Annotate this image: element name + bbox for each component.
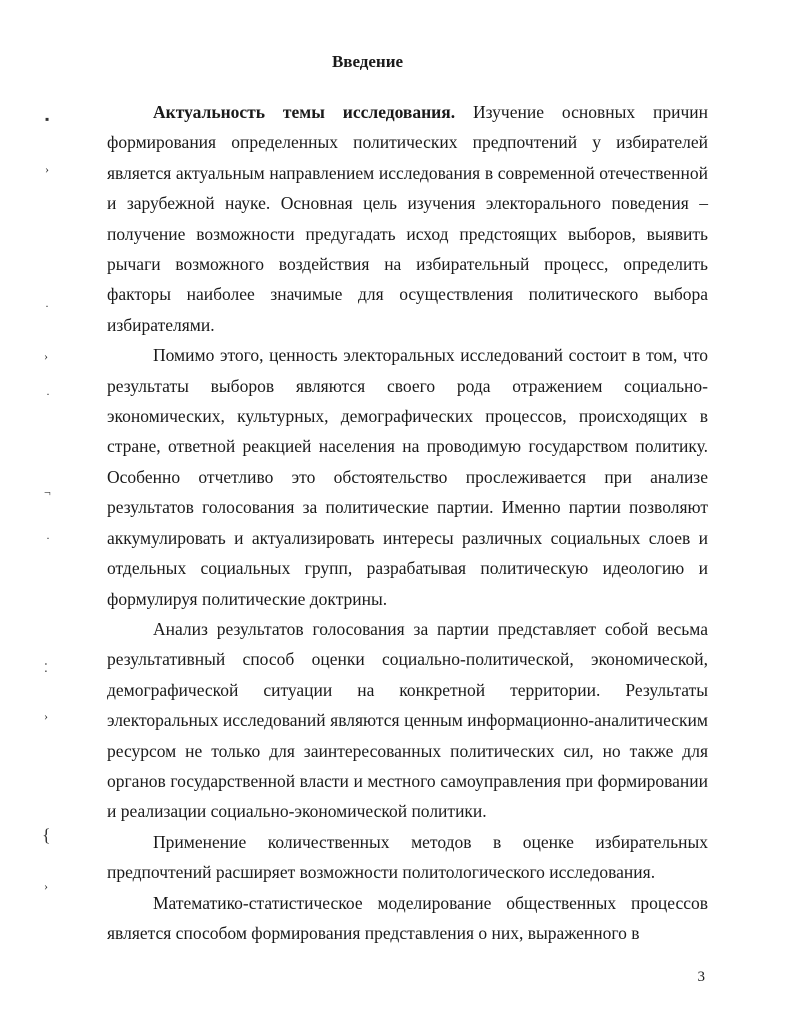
paragraph-text: Изучение основных причин формирования определенных политических предпочтений у избирателей является актуальным направлением исследования в современной отечественной и зарубежной науке. Основная цель изучения электорального поведения – получение возможности предугадать исход предстоящих выборов, выявить рычаги возможного воздействия на избирательный процесс, определить факторы наиболее значимые для осуществления политического выбора избирателями. xyxy=(107,102,708,335)
paragraph-methods: Применение количественных методов в оценке избирательных предпочтений расширяет возможности политологического исследования. xyxy=(107,831,708,883)
page-number: 3 xyxy=(697,969,705,985)
scan-artifact-dot: › xyxy=(44,879,48,893)
document-body xyxy=(107,97,708,948)
paragraph-value: Помимо этого, ценность электоральных исследований состоит в том, что результаты выборов являются своего рода отражением социально-экономических, культурных, демографических процессов, происходящих в стране, ответной реакцией населения на проводимую государством политику. Особенно отчетливо это обстоятельство прослеживается при анализе результатов голосования за политические партии. Именно партии позволяют аккумулировать и актуализировать интересы различных социальных слоев и отдельных социальных групп, разрабатывая политическую идеологию и формулируя политические доктрины. xyxy=(107,345,708,609)
scan-artifact-dot: { xyxy=(42,825,51,845)
paragraph-relevance xyxy=(107,97,708,340)
scan-artifact-dot: · xyxy=(45,299,49,313)
scan-artifact-dot: · xyxy=(46,531,50,545)
scan-artifact-dot: ¬ xyxy=(44,485,51,499)
scan-artifact-dot: ⁚ xyxy=(44,661,48,675)
page-title: Введение xyxy=(331,52,404,71)
paragraph-analysis: Анализ результатов голосования за партии представляет собой весьма результативный способ оценки социально-политической, экономической, демографической ситуации на конкретной территории. Результаты электоральных исследований являются ценным информационно-аналитическим ресурсом не только для заинтересованных политических сил, но также для органов государственной власти и местного самоуправления при формировании и реализации социально-экономической политики. xyxy=(107,618,708,822)
scan-artifact-dot: · xyxy=(46,387,50,401)
scan-artifact-dot: ▪ xyxy=(45,112,50,126)
scan-artifact-dot: › xyxy=(44,349,48,363)
scan-artifact-dot: › xyxy=(44,709,48,723)
relevance-heading: Актуальность темы исследования. xyxy=(153,102,456,122)
paragraph-modeling: Математико-статистическое моделирование общественных процессов является способом формирования представления о них, выраженного в xyxy=(107,892,708,943)
scan-artifact-dot: › xyxy=(45,162,49,176)
